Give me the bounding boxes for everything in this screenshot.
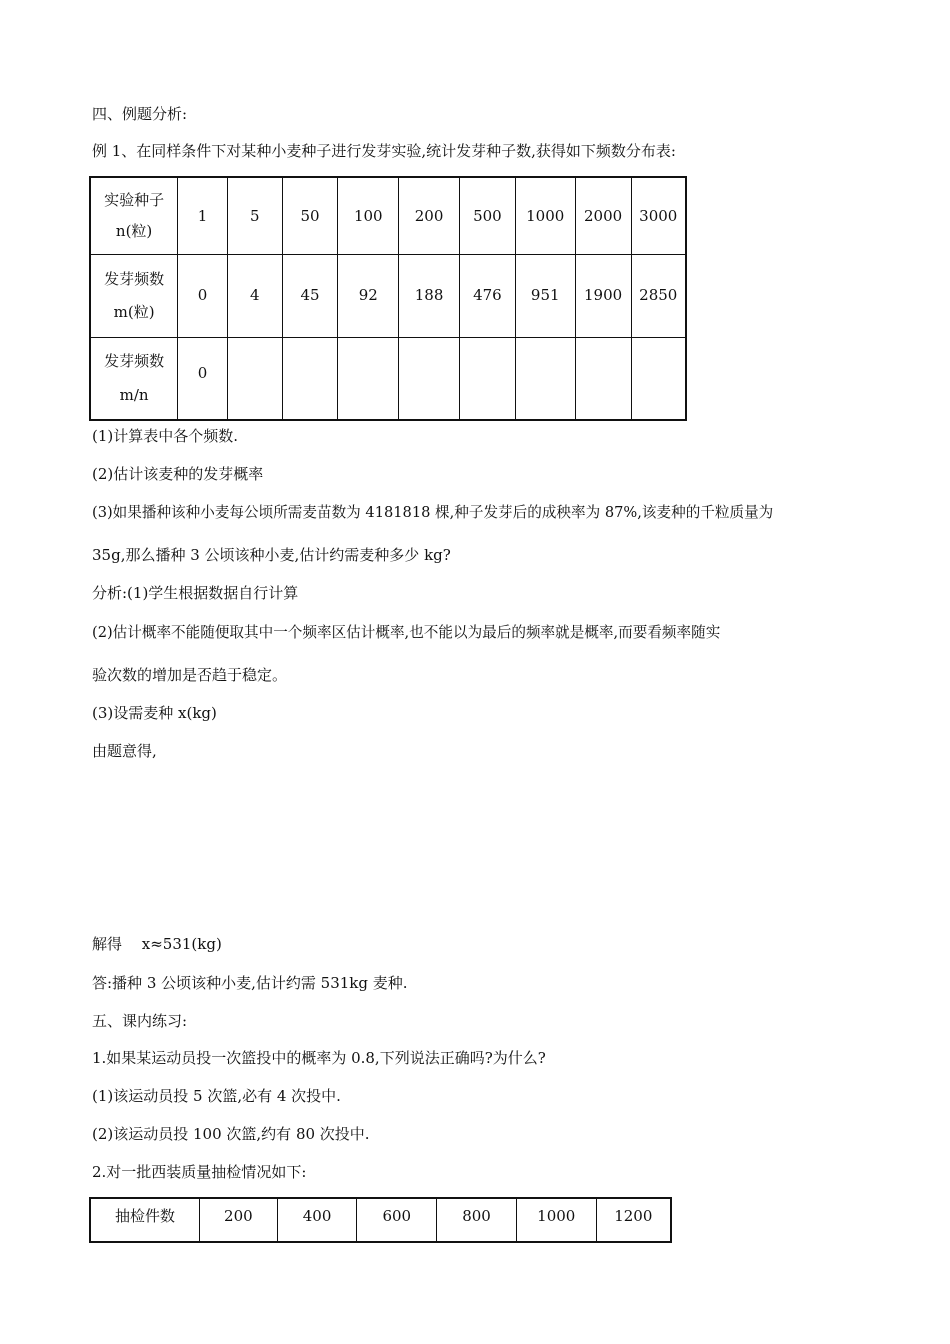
analysis-2-line-1: (2)估计概率不能随便取其中一个频率区估计概率,也不能以为最后的频率就是概率,而要看频率随实 (92, 624, 721, 641)
question-2: (2)估计该麦种的发芽概率 (92, 465, 264, 483)
table-cell: 4 (227, 254, 282, 337)
table-cell: 800 (437, 1198, 517, 1242)
row-header-line2: m(粒) (113, 303, 155, 321)
table-row (90, 254, 686, 337)
table-cell (459, 337, 515, 420)
table-cell (282, 337, 338, 420)
table-cell: 200 (199, 1198, 277, 1242)
row-header (90, 254, 178, 337)
analysis-1: 分析:(1)学生根据数据自行计算 (92, 584, 299, 602)
table-cell: 188 (399, 254, 460, 337)
table-cell: 400 (277, 1198, 357, 1242)
exercise-1: 1.如果某运动员投一次篮投中的概率为 0.8,下列说法正确吗?为什么? (92, 1049, 546, 1067)
table-cell: 3000 (631, 177, 686, 254)
section-4-title: 四、例题分析: (92, 105, 188, 123)
table-cell: 0 (178, 254, 228, 337)
row-header-line1: 发芽频数 (104, 269, 165, 288)
row-header-line1: 发芽频数 (104, 352, 165, 371)
table-cell: 1000 (516, 1198, 596, 1242)
table-cell: 100 (338, 177, 399, 254)
seed-frequency-table (89, 176, 687, 421)
table-cell: 50 (282, 177, 338, 254)
table-cell: 200 (399, 177, 460, 254)
table-cell (227, 337, 282, 420)
exercise-2: 2.对一批西装质量抽检情况如下: (92, 1163, 307, 1181)
suit-inspection-table (89, 1197, 672, 1243)
table-cell: 1 (178, 177, 228, 254)
table-cell (338, 337, 399, 420)
exercise-1-a: (1)该运动员投 5 次篮,必有 4 次投中. (92, 1087, 341, 1105)
question-3-line-2: 35g,那么播种 3 公顷该种小麦,估计约需麦种多少 kg? (92, 546, 451, 564)
row-header-line2: m/n (119, 385, 149, 404)
table-cell: 951 (515, 254, 575, 337)
solution-result: 解得 x≈531(kg) (92, 935, 222, 953)
question-1: (1)计算表中各个频数. (92, 427, 239, 445)
table-row (90, 177, 686, 254)
table-row (90, 1198, 671, 1242)
table-cell: 1000 (515, 177, 575, 254)
by-problem-text: 由题意得, (92, 742, 157, 760)
table-cell: 600 (357, 1198, 437, 1242)
table-cell: 500 (459, 177, 515, 254)
table-cell: 0 (178, 337, 228, 420)
row-header-line1: 实验种子 (104, 190, 165, 209)
question-3-line-1: (3)如果播种该种小麦每公顷所需麦苗数为 4181818 棵,种子发芽后的成秧率为 87%,该麦种的千粒质量为 (92, 504, 774, 521)
row-header (90, 177, 178, 254)
table-cell (515, 337, 575, 420)
analysis-3: (3)设需麦种 x(kg) (92, 704, 217, 722)
table-cell: 45 (282, 254, 338, 337)
row-header: 抽检件数 (90, 1198, 199, 1242)
row-header-line2: n(粒) (115, 222, 153, 241)
analysis-2-line-2: 验次数的增加是否趋于稳定。 (92, 666, 288, 684)
table-row (90, 337, 686, 420)
example-1-intro: 例 1、在同样条件下对某种小麦种子进行发芽实验,统计发芽种子数,获得如下频数分布表: (92, 142, 676, 160)
table-cell (575, 337, 631, 420)
table-cell (631, 337, 686, 420)
answer-text: 答:播种 3 公顷该种小麦,估计约需 531kg 麦种. (92, 974, 408, 992)
table-cell: 1900 (575, 254, 631, 337)
table-cell: 92 (338, 254, 399, 337)
row-header (90, 337, 178, 420)
table-cell: 2000 (575, 177, 631, 254)
table-cell (399, 337, 460, 420)
table-cell: 2850 (631, 254, 686, 337)
section-5-title: 五、课内练习: (92, 1012, 188, 1030)
table-cell: 5 (227, 177, 282, 254)
exercise-1-b: (2)该运动员投 100 次篮,约有 80 次投中. (92, 1125, 370, 1143)
table-cell: 476 (459, 254, 515, 337)
table-cell: 1200 (596, 1198, 671, 1242)
